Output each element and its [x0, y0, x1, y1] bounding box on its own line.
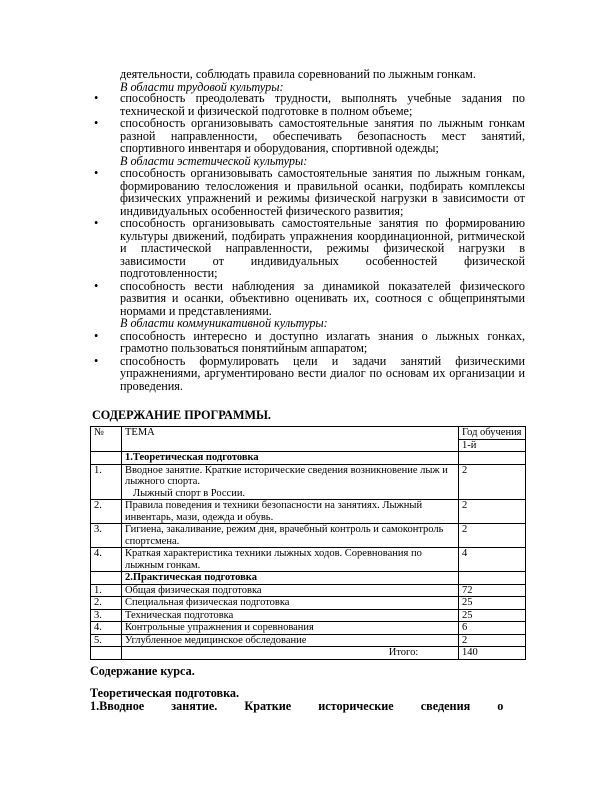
bullet-icon: •	[94, 278, 99, 293]
table-row: 5. Углубленное медицинское обследование 2	[91, 634, 526, 647]
bullet-icon: •	[94, 353, 99, 368]
intro-line: 1.Вводное занятие. Краткие исторические сведения о	[90, 699, 504, 713]
continuation-text: деятельности, соблюдать правила соревнований по лыжным гонкам.	[120, 67, 476, 81]
communicative-heading: В области коммуникативной культуры:	[120, 316, 328, 330]
program-heading: СОДЕРЖАНИЕ ПРОГРАММЫ.	[92, 408, 271, 422]
list-item: • способность преодолевать трудности, выполнять учебные задания по технической и физической подготовке в полном объеме;	[94, 91, 525, 118]
header-num: №	[91, 427, 122, 452]
table-row: 2. Правила поведения и техники безопасности на занятиях. Лыжный инвентарь, мази, одежда и обувь. 2	[91, 500, 526, 524]
header-year-sub: 1-й	[459, 439, 526, 452]
bullet-icon: •	[94, 166, 99, 180]
total-row	[91, 647, 526, 660]
list-item: • способность организовывать самостоятельные занятия по формированию культуры движений, подбирать упражнения координационной, ритмической и пластической направленности, режимы физической нагрузки в зависимости от индивидуальных особенностей физической подготовленности;	[94, 216, 525, 280]
table-row: 4. Контрольные упражнения и соревнования 6	[91, 622, 526, 635]
table-row: 1. Общая физическая подготовка 72	[91, 584, 526, 597]
list-item: • способность организовывать самостоятельные занятия по лыжным гонкам, формированию телосложения и правильной осанки, подбирать комплексы физических упражнений и режимы физической нагрузки в зависимости от индивидуальных особенностей физического развития;	[94, 166, 525, 218]
bullet-icon: •	[94, 116, 99, 130]
continuation-block	[120, 68, 525, 93]
section-row	[91, 452, 526, 465]
bullet-icon: •	[94, 91, 99, 105]
header-year: Год обучения	[459, 427, 526, 440]
table-row: 3. Гигиена, закаливание, режим дня, врачебный контроль и самоконтроль спортсмена. 2	[91, 524, 526, 548]
list-item: • способность вести наблюдения за динамикой показателей физического развития и осанки, объективно оценивать их, соотнося с общепринятыми нормами и представлениями.	[94, 278, 525, 318]
course-heading: Содержание курса.	[90, 664, 195, 678]
bullet-icon: •	[94, 328, 99, 343]
table-row: 3. Техническая подготовка 25	[91, 609, 526, 622]
total-value: 140	[459, 647, 526, 660]
section-row	[91, 572, 526, 585]
header-topic: ТЕМА	[122, 427, 459, 452]
list-item: • способность организовывать самостоятельные занятия по лыжным гонкам разной направленности, обеспечивать безопасность мест занятий, спортивного инвентаря и оборудования, спортивной одежды;	[94, 116, 525, 155]
list-item: • способность интересно и доступно излагать знания о лыжных гонках, грамотно пользоваться понятийным аппаратом;	[94, 328, 525, 355]
table-header-row	[91, 427, 526, 440]
table-row: 4. Краткая характеристика техники лыжных ходов. Соревнования по лыжным гонкам. 4	[91, 548, 526, 572]
table-row: 2. Специальная физическая подготовка 25	[91, 597, 526, 610]
outcomes-list	[90, 92, 525, 392]
theory-heading: Теоретическая подготовка.	[90, 686, 240, 700]
program-table	[90, 426, 526, 660]
aesthetic-heading: В области эстетической культуры:	[120, 153, 308, 168]
labor-heading: В области трудовой культуры:	[120, 79, 284, 94]
section-theory-title: 1.Теоретическая подготовка	[122, 452, 459, 465]
section-practice-title: 2.Практическая подготовка	[122, 572, 459, 585]
list-item: • способность формулировать цели и задачи занятий физическими упражнениями, аргументировано вести диалог по основам их организации и проведения.	[94, 353, 525, 393]
table-row: 1. Вводное занятие. Краткие исторические сведения возникновение лыж и лыжного спорта. Лыжный спорт в России. 2	[91, 464, 526, 500]
total-label: Итого:	[122, 647, 459, 660]
bullet-icon: •	[94, 216, 99, 230]
